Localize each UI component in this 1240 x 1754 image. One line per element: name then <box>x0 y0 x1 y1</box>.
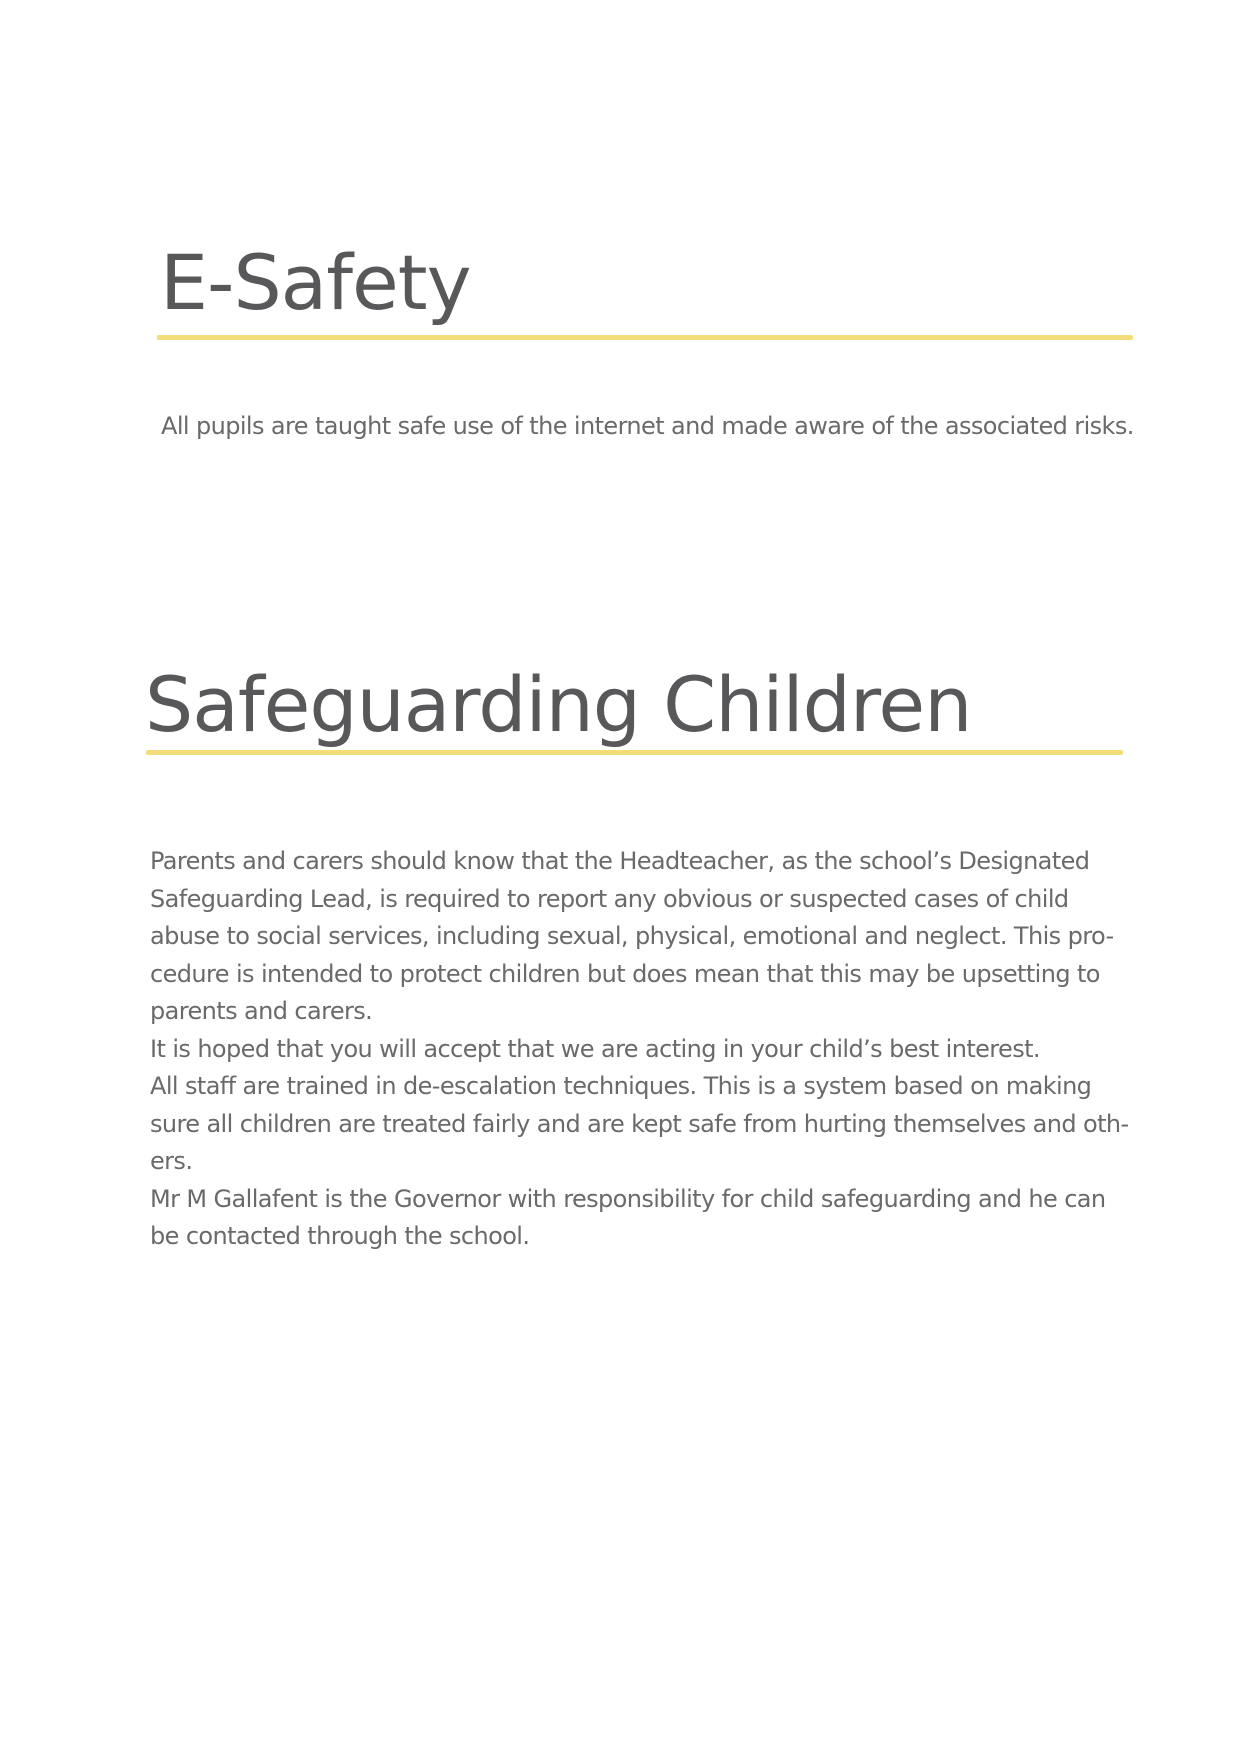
esafety-paragraph: All pupils are taught safe use of the internet and made aware of the associated risks. <box>161 412 1134 440</box>
safeguarding-line: It is hoped that you will accept that we are acting in your child’s best interest. <box>150 1034 1040 1063</box>
safeguarding-paragraph <box>150 843 1129 1256</box>
safeguarding-heading-underline <box>146 750 1123 755</box>
safeguarding-line: Parents and carers should know that the Headteacher, as the school’s Designated <box>150 847 1090 875</box>
safeguarding-heading: Safeguarding Children <box>145 660 972 749</box>
safeguarding-line: cedure is intended to protect children but does mean that this may be upsetting to <box>150 959 1100 988</box>
safeguarding-line: Mr M Gallafent is the Governor with responsibility for child safeguarding and he can <box>150 1184 1106 1213</box>
esafety-heading-underline <box>157 335 1133 340</box>
safeguarding-line: ers. <box>150 1147 193 1175</box>
safeguarding-line: All staff are trained in de-escalation techniques. This is a system based on making <box>150 1072 1092 1100</box>
safeguarding-line: be contacted through the school. <box>150 1222 530 1250</box>
safeguarding-line: Safeguarding Lead, is required to report any obvious or suspected cases of child <box>150 884 1069 913</box>
safeguarding-line: abuse to social services, including sexual, physical, emotional and neglect. This pro- <box>150 922 1114 950</box>
safeguarding-line: sure all children are treated fairly and are kept safe from hurting themselves and oth- <box>150 1109 1129 1138</box>
safeguarding-line: parents and carers. <box>150 997 373 1025</box>
esafety-heading: E-Safety <box>160 238 471 327</box>
